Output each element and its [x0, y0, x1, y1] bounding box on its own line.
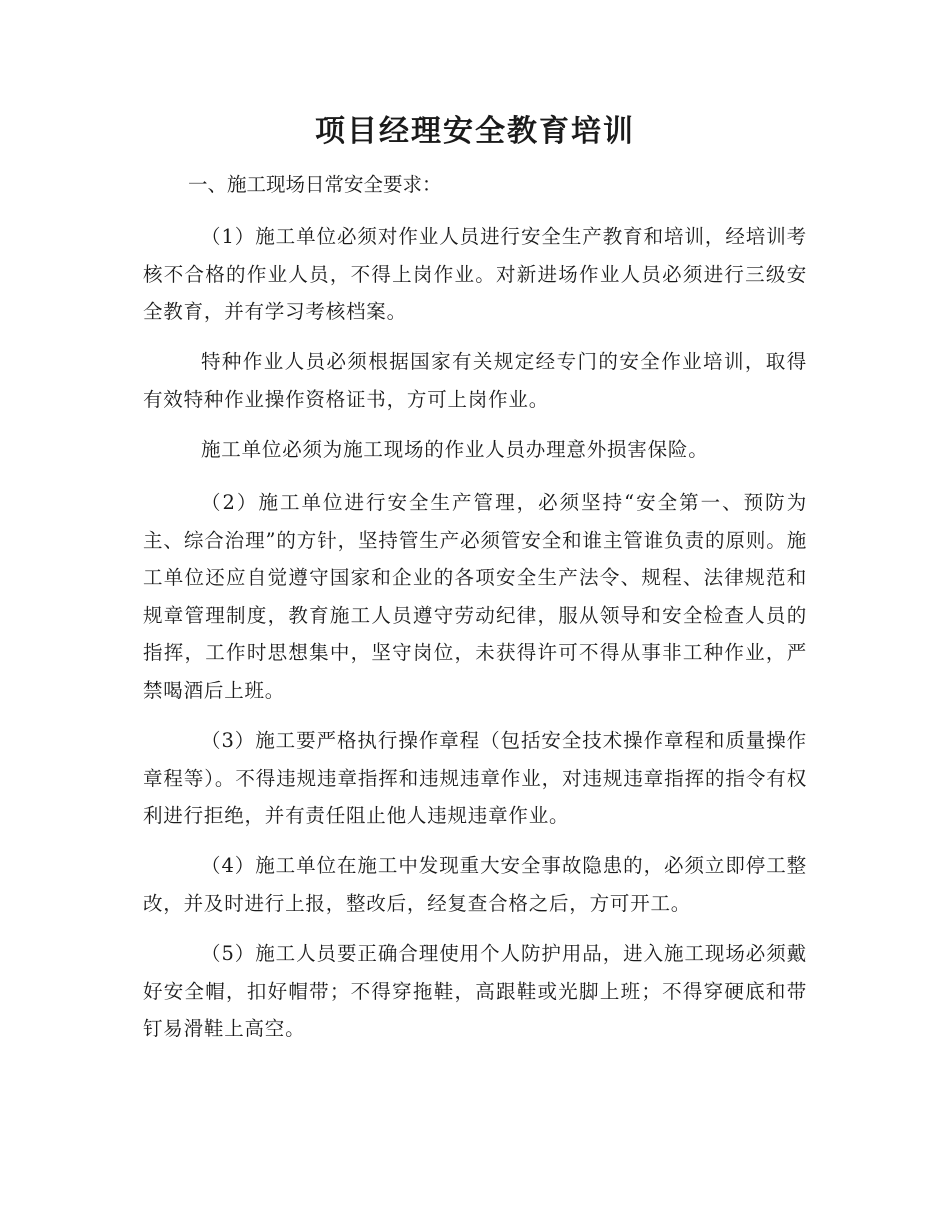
section-heading: 一、施工现场日常安全要求：: [188, 173, 442, 196]
paragraph-5: （3）施工要严格执行操作章程（包括安全技术操作章程和质量操作章程等）。不得违规违章指挥和违规违章作业，对违规违章指挥的指令有权利进行拒绝，并有责任阻止他人违规违章作业。: [143, 729, 807, 827]
paragraph-4: （2）施工单位进行安全生产管理，必须坚持“安全第一、预防为主、综合治理”的方针，坚持管生产必须管安全和谁主管谁负责的原则。施工单位还应自觉遵守国家和企业的各项安全生产法令、规程、法律规范和规章管理制度，教育施工人员遵守劳动纪律，服从领导和安全检查人员的指挥，工作时思想集中，坚守岗位，未获得许可不得从事非工种作业，严禁喝酒后上班。: [143, 491, 807, 702]
paragraph-1: （1）施工单位必须对作业人员进行安全生产教育和培训，经培训考核不合格的作业人员，不得上岗作业。对新进场作业人员必须进行三级安全教育，并有学习考核档案。: [143, 225, 807, 323]
paragraph-3: 施工单位必须为施工现场的作业人员办理意外损害保险。: [201, 438, 709, 461]
document-title: 项目经理安全教育培训: [315, 114, 635, 149]
paragraph-6: （4）施工单位在施工中发现重大安全事故隐患的，必须立即停工整改，并及时进行上报，整改后，经复查合格之后，方可开工。: [143, 854, 807, 915]
paragraph-2: 特种作业人员必须根据国家有关规定经专门的安全作业培训，取得有效特种作业操作资格证书，方可上岗作业。: [143, 350, 807, 411]
paragraph-7: （5）施工人员要正确合理使用个人防护用品，进入施工现场必须戴好安全帽，扣好帽带；不得穿拖鞋，高跟鞋或光脚上班；不得穿硬底和带钉易滑鞋上高空。: [143, 942, 807, 1040]
